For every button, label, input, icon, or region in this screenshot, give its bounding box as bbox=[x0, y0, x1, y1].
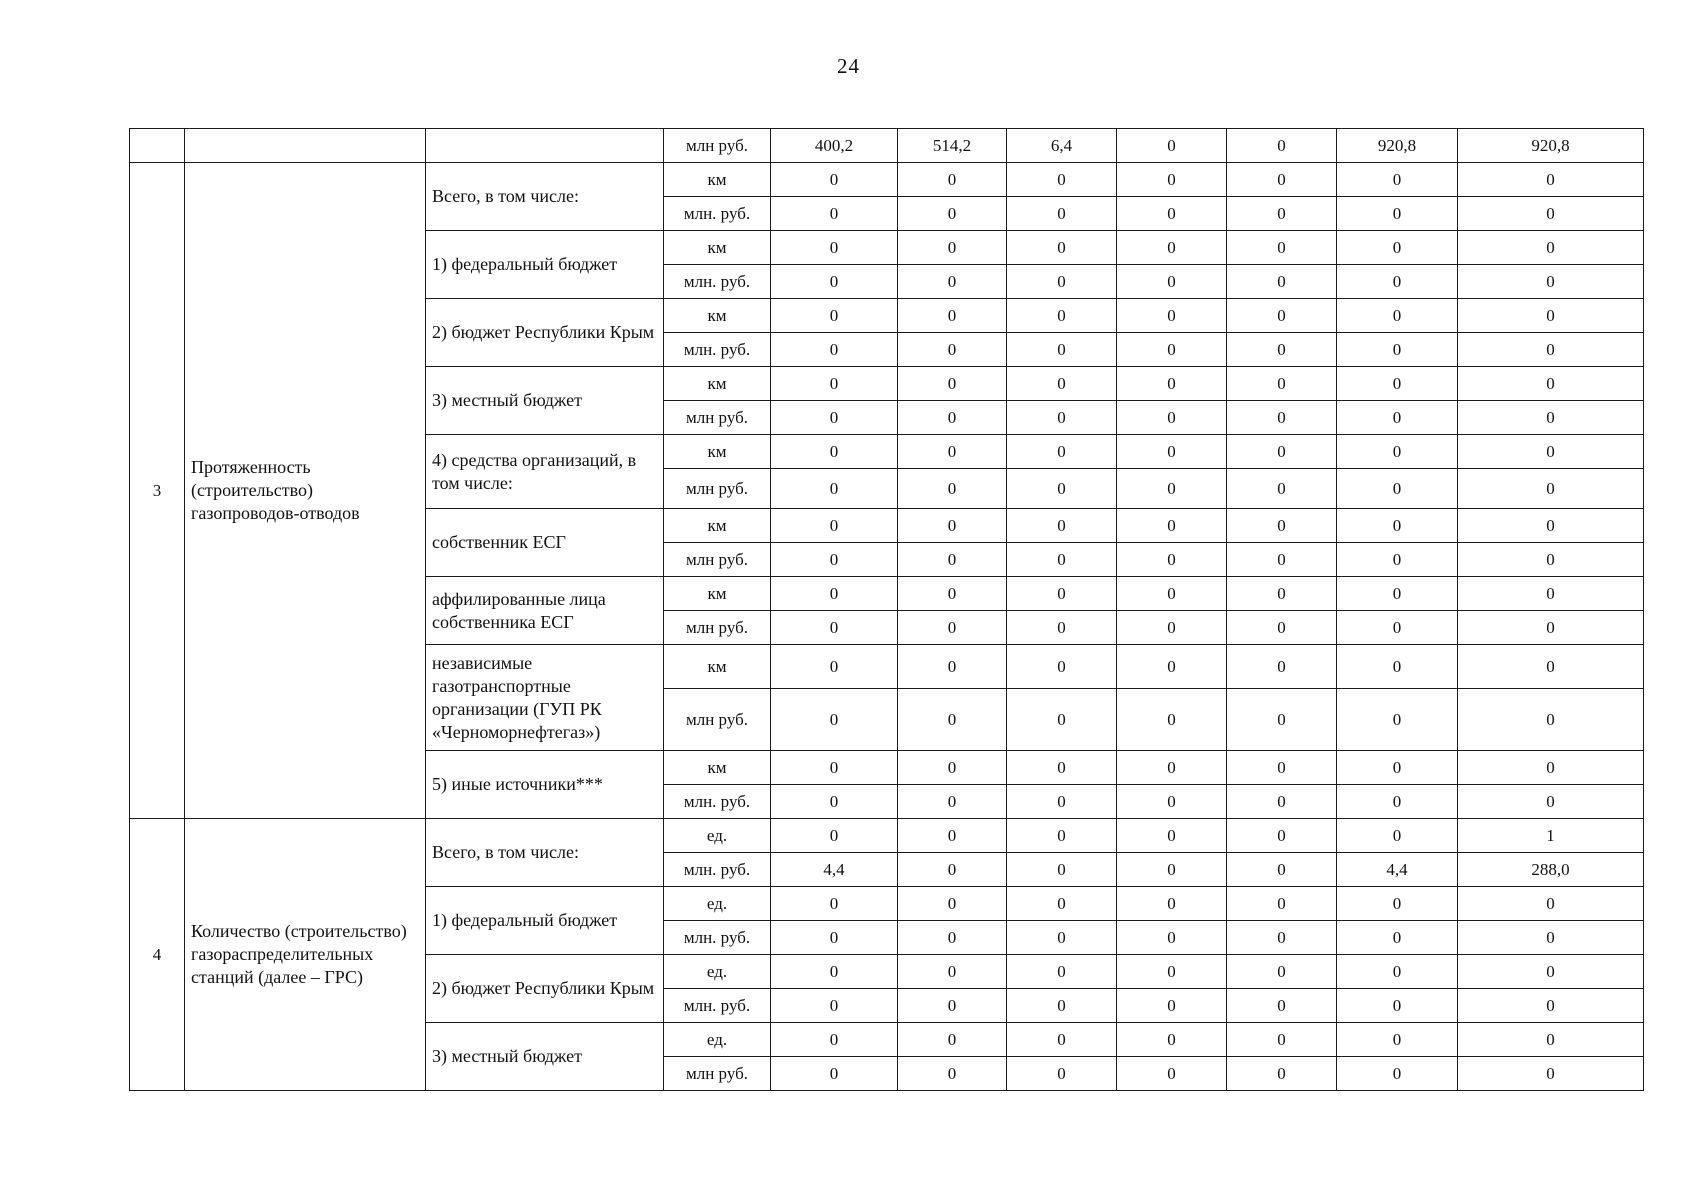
value-cell: 0 bbox=[1337, 299, 1458, 333]
value-cell: 0 bbox=[1007, 265, 1117, 299]
value-cell: 0 bbox=[1337, 611, 1458, 645]
value-cell: 0 bbox=[1458, 785, 1644, 819]
value-cell: 0 bbox=[1007, 853, 1117, 887]
value-cell: 0 bbox=[1458, 299, 1644, 333]
value-cell: 0 bbox=[898, 853, 1007, 887]
value-cell: 0 bbox=[898, 197, 1007, 231]
value-cell: 0 bbox=[1337, 435, 1458, 469]
value-cell: 0 bbox=[1227, 129, 1337, 163]
funding-source-label: 2) бюджет Республики Крым bbox=[426, 299, 664, 367]
funding-source-label: Всего, в том числе: bbox=[426, 163, 664, 231]
value-cell: 0 bbox=[1007, 785, 1117, 819]
value-cell: 0 bbox=[771, 887, 898, 921]
value-cell: 4,4 bbox=[1337, 853, 1458, 887]
value-cell: 0 bbox=[1337, 1023, 1458, 1057]
unit-cell: млн. руб. bbox=[664, 333, 771, 367]
value-cell: 0 bbox=[1337, 231, 1458, 265]
value-cell: 0 bbox=[771, 921, 898, 955]
empty-cell bbox=[130, 129, 185, 163]
unit-cell: км bbox=[664, 435, 771, 469]
value-cell: 0 bbox=[1007, 989, 1117, 1023]
value-cell: 0 bbox=[1227, 853, 1337, 887]
value-cell: 1 bbox=[1458, 819, 1644, 853]
unit-cell: млн руб. bbox=[664, 401, 771, 435]
value-cell: 0 bbox=[771, 819, 898, 853]
value-cell: 0 bbox=[1227, 367, 1337, 401]
value-cell: 0 bbox=[1007, 435, 1117, 469]
unit-cell: млн. руб. bbox=[664, 989, 771, 1023]
value-cell: 0 bbox=[1337, 367, 1458, 401]
value-cell: 0 bbox=[771, 299, 898, 333]
value-cell: 0 bbox=[1458, 333, 1644, 367]
value-cell: 0 bbox=[1458, 509, 1644, 543]
value-cell: 0 bbox=[1458, 577, 1644, 611]
unit-cell: млн руб. bbox=[664, 129, 771, 163]
value-cell: 0 bbox=[1337, 401, 1458, 435]
value-cell: 0 bbox=[898, 751, 1007, 785]
value-cell: 0 bbox=[1458, 469, 1644, 509]
value-cell: 0 bbox=[1007, 577, 1117, 611]
value-cell: 0 bbox=[1227, 645, 1337, 689]
value-cell: 0 bbox=[1007, 197, 1117, 231]
value-cell: 0 bbox=[1117, 509, 1227, 543]
value-cell: 0 bbox=[771, 543, 898, 577]
value-cell: 0 bbox=[1117, 299, 1227, 333]
value-cell: 0 bbox=[1458, 1023, 1644, 1057]
value-cell: 0 bbox=[1007, 611, 1117, 645]
unit-cell: млн руб. bbox=[664, 469, 771, 509]
value-cell: 0 bbox=[898, 509, 1007, 543]
value-cell: 0 bbox=[1117, 819, 1227, 853]
value-cell: 0 bbox=[1117, 231, 1227, 265]
value-cell: 514,2 bbox=[898, 129, 1007, 163]
value-cell: 0 bbox=[1007, 645, 1117, 689]
value-cell: 0 bbox=[1337, 689, 1458, 751]
value-cell: 0 bbox=[1117, 129, 1227, 163]
value-cell: 0 bbox=[1007, 921, 1117, 955]
value-cell: 0 bbox=[1117, 435, 1227, 469]
value-cell: 0 bbox=[771, 1057, 898, 1091]
value-cell: 0 bbox=[1337, 989, 1458, 1023]
value-cell: 0 bbox=[771, 645, 898, 689]
unit-cell: ед. bbox=[664, 887, 771, 921]
value-cell: 0 bbox=[898, 887, 1007, 921]
value-cell: 0 bbox=[771, 367, 898, 401]
value-cell: 0 bbox=[771, 577, 898, 611]
value-cell: 0 bbox=[1117, 543, 1227, 577]
value-cell: 0 bbox=[1117, 1057, 1227, 1091]
funding-source-label: 1) федеральный бюджет bbox=[426, 887, 664, 955]
value-cell: 0 bbox=[1458, 921, 1644, 955]
value-cell: 0 bbox=[1337, 785, 1458, 819]
unit-cell: км bbox=[664, 645, 771, 689]
value-cell: 0 bbox=[1117, 333, 1227, 367]
value-cell: 0 bbox=[898, 819, 1007, 853]
value-cell: 0 bbox=[1227, 265, 1337, 299]
value-cell: 0 bbox=[898, 645, 1007, 689]
value-cell: 0 bbox=[771, 469, 898, 509]
value-cell: 0 bbox=[1227, 543, 1337, 577]
table-row bbox=[130, 819, 1644, 853]
value-cell: 0 bbox=[1007, 333, 1117, 367]
unit-cell: км bbox=[664, 509, 771, 543]
value-cell: 0 bbox=[771, 231, 898, 265]
value-cell: 0 bbox=[1458, 887, 1644, 921]
value-cell: 0 bbox=[1458, 401, 1644, 435]
value-cell: 400,2 bbox=[771, 129, 898, 163]
unit-cell: ед. bbox=[664, 1023, 771, 1057]
value-cell: 0 bbox=[1337, 645, 1458, 689]
value-cell: 0 bbox=[1227, 197, 1337, 231]
value-cell: 0 bbox=[1227, 509, 1337, 543]
value-cell: 0 bbox=[1117, 887, 1227, 921]
value-cell: 0 bbox=[1337, 1057, 1458, 1091]
value-cell: 0 bbox=[898, 611, 1007, 645]
value-cell: 0 bbox=[1007, 299, 1117, 333]
value-cell: 0 bbox=[1227, 469, 1337, 509]
value-cell: 0 bbox=[1007, 887, 1117, 921]
value-cell: 0 bbox=[1117, 197, 1227, 231]
value-cell: 0 bbox=[771, 689, 898, 751]
value-cell: 0 bbox=[1117, 265, 1227, 299]
unit-cell: ед. bbox=[664, 819, 771, 853]
value-cell: 0 bbox=[1007, 509, 1117, 543]
value-cell: 0 bbox=[1117, 853, 1227, 887]
value-cell: 0 bbox=[1007, 1023, 1117, 1057]
unit-cell: млн руб. bbox=[664, 1057, 771, 1091]
funding-source-label: собственник ЕСГ bbox=[426, 509, 664, 577]
value-cell: 0 bbox=[1117, 645, 1227, 689]
value-cell: 0 bbox=[1337, 509, 1458, 543]
value-cell: 0 bbox=[1007, 231, 1117, 265]
value-cell: 0 bbox=[1007, 819, 1117, 853]
value-cell: 0 bbox=[1117, 785, 1227, 819]
table-row bbox=[130, 129, 1644, 163]
value-cell: 0 bbox=[1007, 543, 1117, 577]
value-cell: 0 bbox=[1337, 751, 1458, 785]
value-cell: 0 bbox=[1117, 163, 1227, 197]
unit-cell: км bbox=[664, 751, 771, 785]
unit-cell: км bbox=[664, 577, 771, 611]
value-cell: 0 bbox=[1227, 921, 1337, 955]
value-cell: 0 bbox=[1117, 577, 1227, 611]
unit-cell: млн. руб. bbox=[664, 921, 771, 955]
value-cell: 0 bbox=[1227, 955, 1337, 989]
value-cell: 0 bbox=[1227, 1057, 1337, 1091]
section-index: 3 bbox=[130, 163, 185, 819]
value-cell: 0 bbox=[771, 197, 898, 231]
empty-cell bbox=[426, 129, 664, 163]
value-cell: 0 bbox=[898, 543, 1007, 577]
value-cell: 4,4 bbox=[771, 853, 898, 887]
unit-cell: ед. bbox=[664, 955, 771, 989]
value-cell: 0 bbox=[1458, 265, 1644, 299]
value-cell: 0 bbox=[771, 333, 898, 367]
value-cell: 0 bbox=[771, 265, 898, 299]
funding-source-label: независимые газотранспортные организации (ГУП РК «Черноморнефтегаз») bbox=[426, 645, 664, 751]
value-cell: 0 bbox=[898, 989, 1007, 1023]
funding-source-label: 2) бюджет Республики Крым bbox=[426, 955, 664, 1023]
value-cell: 0 bbox=[1458, 751, 1644, 785]
value-cell: 0 bbox=[1227, 751, 1337, 785]
unit-cell: млн руб. bbox=[664, 543, 771, 577]
funding-source-label: 5) иные источники*** bbox=[426, 751, 664, 819]
value-cell: 0 bbox=[1227, 611, 1337, 645]
empty-cell bbox=[185, 129, 426, 163]
value-cell: 920,8 bbox=[1337, 129, 1458, 163]
value-cell: 0 bbox=[898, 265, 1007, 299]
value-cell: 0 bbox=[1227, 689, 1337, 751]
value-cell: 0 bbox=[1337, 577, 1458, 611]
value-cell: 0 bbox=[1227, 819, 1337, 853]
value-cell: 0 bbox=[1458, 163, 1644, 197]
value-cell: 0 bbox=[1458, 955, 1644, 989]
value-cell: 0 bbox=[1337, 819, 1458, 853]
value-cell: 288,0 bbox=[1458, 853, 1644, 887]
value-cell: 0 bbox=[898, 231, 1007, 265]
value-cell: 0 bbox=[1227, 299, 1337, 333]
funding-source-label: Всего, в том числе: bbox=[426, 819, 664, 887]
table-body bbox=[130, 129, 1644, 1091]
value-cell: 0 bbox=[898, 367, 1007, 401]
value-cell: 0 bbox=[1117, 367, 1227, 401]
unit-cell: млн руб. bbox=[664, 611, 771, 645]
value-cell: 0 bbox=[898, 435, 1007, 469]
value-cell: 0 bbox=[1458, 435, 1644, 469]
value-cell: 0 bbox=[1007, 367, 1117, 401]
unit-cell: млн. руб. bbox=[664, 265, 771, 299]
value-cell: 0 bbox=[771, 163, 898, 197]
unit-cell: млн руб. bbox=[664, 689, 771, 751]
funding-source-label: 3) местный бюджет bbox=[426, 367, 664, 435]
funding-source-label: аффилированные лица собственника ЕСГ bbox=[426, 577, 664, 645]
value-cell: 0 bbox=[1227, 435, 1337, 469]
value-cell: 0 bbox=[898, 401, 1007, 435]
value-cell: 0 bbox=[1117, 955, 1227, 989]
value-cell: 0 bbox=[1337, 887, 1458, 921]
value-cell: 0 bbox=[771, 611, 898, 645]
value-cell: 0 bbox=[1227, 231, 1337, 265]
value-cell: 0 bbox=[1117, 469, 1227, 509]
value-cell: 0 bbox=[1227, 887, 1337, 921]
value-cell: 0 bbox=[1117, 751, 1227, 785]
section-name: Протяженность (строительство) газопроводов-отводов bbox=[185, 163, 426, 819]
value-cell: 0 bbox=[1117, 989, 1227, 1023]
unit-cell: млн. руб. bbox=[664, 853, 771, 887]
value-cell: 0 bbox=[771, 989, 898, 1023]
unit-cell: км bbox=[664, 367, 771, 401]
page-number: 24 bbox=[837, 54, 860, 78]
value-cell: 0 bbox=[1117, 401, 1227, 435]
section-name: Количество (строительство) газораспределительных станций (далее – ГРС) bbox=[185, 819, 426, 1091]
value-cell: 0 bbox=[1007, 163, 1117, 197]
unit-cell: млн. руб. bbox=[664, 785, 771, 819]
value-cell: 0 bbox=[1458, 689, 1644, 751]
value-cell: 0 bbox=[1337, 955, 1458, 989]
value-cell: 0 bbox=[1458, 989, 1644, 1023]
value-cell: 0 bbox=[1458, 231, 1644, 265]
value-cell: 0 bbox=[1337, 543, 1458, 577]
funding-source-label: 3) местный бюджет bbox=[426, 1023, 664, 1091]
value-cell: 0 bbox=[1337, 469, 1458, 509]
value-cell: 0 bbox=[1337, 197, 1458, 231]
unit-cell: млн. руб. bbox=[664, 197, 771, 231]
value-cell: 0 bbox=[1117, 611, 1227, 645]
value-cell: 0 bbox=[898, 921, 1007, 955]
value-cell: 0 bbox=[1007, 955, 1117, 989]
value-cell: 0 bbox=[1117, 1023, 1227, 1057]
section-index: 4 bbox=[130, 819, 185, 1091]
value-cell: 0 bbox=[771, 751, 898, 785]
value-cell: 0 bbox=[1007, 1057, 1117, 1091]
value-cell: 0 bbox=[771, 435, 898, 469]
value-cell: 0 bbox=[1458, 543, 1644, 577]
value-cell: 0 bbox=[1007, 469, 1117, 509]
value-cell: 0 bbox=[1117, 689, 1227, 751]
value-cell: 0 bbox=[898, 163, 1007, 197]
value-cell: 0 bbox=[898, 469, 1007, 509]
value-cell: 0 bbox=[898, 1023, 1007, 1057]
value-cell: 0 bbox=[1227, 785, 1337, 819]
value-cell: 0 bbox=[898, 955, 1007, 989]
value-cell: 0 bbox=[771, 509, 898, 543]
value-cell: 6,4 bbox=[1007, 129, 1117, 163]
value-cell: 0 bbox=[1117, 921, 1227, 955]
value-cell: 0 bbox=[1458, 197, 1644, 231]
funding-source-label: 4) средства организаций, в том числе: bbox=[426, 435, 664, 509]
value-cell: 0 bbox=[771, 401, 898, 435]
value-cell: 0 bbox=[771, 785, 898, 819]
value-cell: 0 bbox=[1458, 367, 1644, 401]
unit-cell: км bbox=[664, 163, 771, 197]
value-cell: 0 bbox=[1337, 333, 1458, 367]
value-cell: 0 bbox=[1337, 921, 1458, 955]
value-cell: 0 bbox=[898, 1057, 1007, 1091]
value-cell: 0 bbox=[1458, 1057, 1644, 1091]
value-cell: 0 bbox=[1458, 645, 1644, 689]
value-cell: 0 bbox=[898, 333, 1007, 367]
value-cell: 0 bbox=[1458, 611, 1644, 645]
value-cell: 0 bbox=[898, 577, 1007, 611]
value-cell: 0 bbox=[771, 1023, 898, 1057]
value-cell: 0 bbox=[898, 689, 1007, 751]
value-cell: 0 bbox=[898, 299, 1007, 333]
value-cell: 0 bbox=[1007, 689, 1117, 751]
value-cell: 0 bbox=[1227, 401, 1337, 435]
value-cell: 0 bbox=[1337, 265, 1458, 299]
unit-cell: км bbox=[664, 299, 771, 333]
indicators-table bbox=[129, 128, 1644, 1091]
value-cell: 0 bbox=[1227, 1023, 1337, 1057]
value-cell: 0 bbox=[898, 785, 1007, 819]
table-row bbox=[130, 163, 1644, 197]
unit-cell: км bbox=[664, 231, 771, 265]
value-cell: 0 bbox=[1227, 333, 1337, 367]
value-cell: 0 bbox=[1337, 163, 1458, 197]
value-cell: 920,8 bbox=[1458, 129, 1644, 163]
value-cell: 0 bbox=[1227, 163, 1337, 197]
value-cell: 0 bbox=[771, 955, 898, 989]
funding-source-label: 1) федеральный бюджет bbox=[426, 231, 664, 299]
value-cell: 0 bbox=[1007, 401, 1117, 435]
value-cell: 0 bbox=[1227, 989, 1337, 1023]
value-cell: 0 bbox=[1007, 751, 1117, 785]
value-cell: 0 bbox=[1227, 577, 1337, 611]
